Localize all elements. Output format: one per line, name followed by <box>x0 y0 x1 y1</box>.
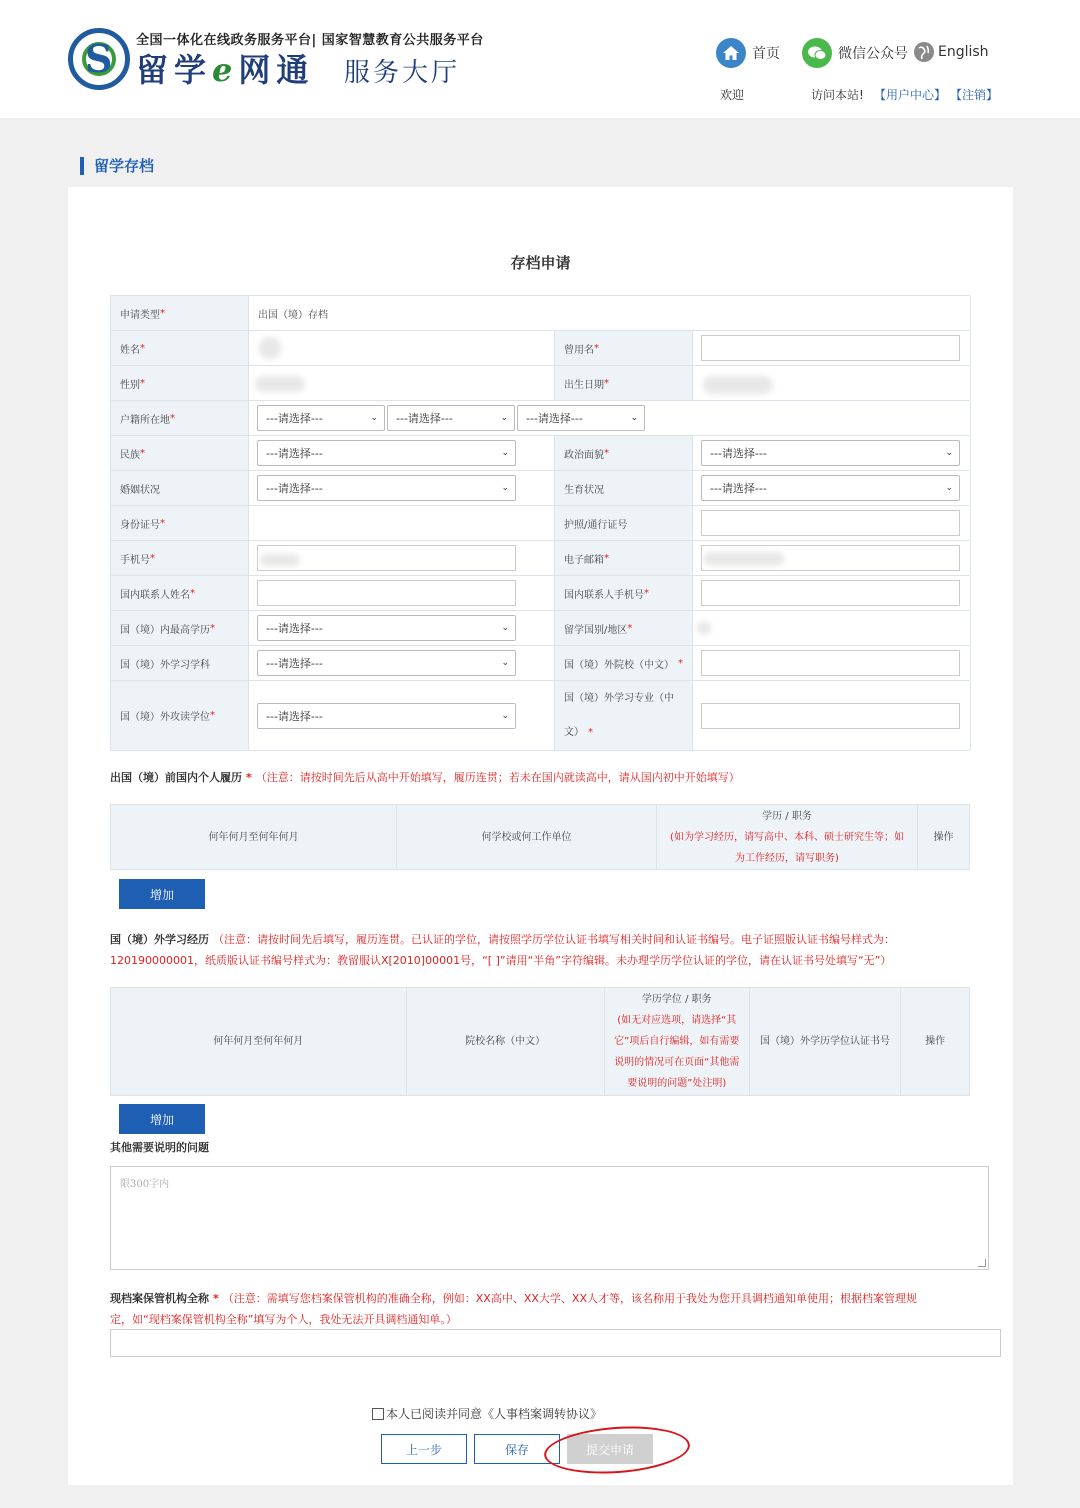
add-resume-button[interactable]: 增加 <box>119 879 205 909</box>
email-label: 电子邮箱 * <box>555 541 693 575</box>
nav-english-link[interactable] <box>914 42 989 62</box>
save-button[interactable]: 保存 <box>474 1434 560 1464</box>
subject-select[interactable]: ---请选择--- ⌄ <box>257 650 516 676</box>
logo-platform-text: 全国一体化在线政务服务平台| 国家智慧教育公共服务平台 <box>136 33 484 48</box>
resume-period-header: 何年何月至何年何月 <box>111 805 397 869</box>
table-row <box>111 401 970 436</box>
mobile-cell <box>249 541 555 575</box>
resume-edu-header: 学历 / 职务 (如为学习经历，请写高中、本科、硕士研究生等；如 为工作经历，请写职务) <box>657 805 918 869</box>
table-row <box>111 576 970 611</box>
fertility-cell <box>693 471 971 505</box>
nav-wechat-link[interactable] <box>802 38 908 68</box>
ethnicity-label: 民族 * <box>111 436 249 470</box>
apply-type-value: 出国（境）存档 <box>249 296 971 330</box>
logo-icon: S <box>68 28 130 90</box>
political-select[interactable]: ---请选择--- ⌄ <box>701 440 960 466</box>
resume-op-header: 操作 <box>933 831 954 843</box>
contact-mobile-cell <box>693 576 971 610</box>
political-cell <box>693 436 971 470</box>
table-row <box>111 471 970 506</box>
contact-name-input[interactable] <box>257 580 516 606</box>
study-country-label: 留学国别/地区 * <box>555 611 693 645</box>
foreign-school-cell <box>693 646 971 680</box>
former-name-label: 曾用名 * <box>555 331 693 365</box>
former-name-input[interactable] <box>701 335 960 361</box>
name-value <box>249 331 555 365</box>
globe-icon <box>914 42 934 62</box>
applicant-info-table <box>110 295 970 751</box>
agreement-row <box>372 1405 602 1422</box>
resume-org-header: 何学校或何工作单位 <box>397 805 657 869</box>
gender-value <box>249 366 555 400</box>
user-center-link[interactable]: 【用户中心】 <box>874 88 947 102</box>
nav-home-label: 首页 <box>752 46 780 62</box>
contact-name-cell <box>249 576 555 610</box>
table-row <box>111 331 970 366</box>
table-row <box>111 506 970 541</box>
name-label: 姓名 * <box>111 331 249 365</box>
mobile-input[interactable] <box>257 545 516 571</box>
fertility-label: 生育状况 <box>555 471 693 505</box>
marital-cell <box>249 471 555 505</box>
submit-button[interactable]: 提交申请 <box>567 1434 653 1464</box>
id-number-value <box>249 506 555 540</box>
table-row <box>111 296 970 331</box>
logout-link[interactable]: 【注销】 <box>950 88 999 102</box>
major-label: 国（境）外学习专业（中 文） * <box>555 681 693 750</box>
email-input[interactable] <box>701 545 960 571</box>
study-section-title: 国（境）外学习经历 （注意：请按时间先后填写，履历连贯。已认证的学位，请按照学历学位认证书填写相关时间和认证书编号。电子证照版认证书编号样式为： 120190000001，纸质版认证书编号样式为：教留服认X[2010]00001号，“[ ]”请用“半角”字符编辑。未办理学历学位认证的学位，请在认证书号处填写“无”） <box>110 933 895 967</box>
table-row <box>111 611 970 646</box>
archive-org-input[interactable] <box>110 1329 1001 1357</box>
major-cell <box>693 681 971 750</box>
add-study-button[interactable]: 增加 <box>119 1104 205 1134</box>
study-table-header <box>110 987 970 1096</box>
nav-wechat-label: 微信公众号 <box>838 46 908 62</box>
passport-cell <box>693 506 971 540</box>
id-number-label: 身份证号 * <box>111 506 249 540</box>
resume-table-header <box>110 804 970 870</box>
email-cell <box>693 541 971 575</box>
district-select[interactable]: ---请选择--- ⌄ <box>517 405 645 431</box>
study-op-header: 操作 <box>925 1036 946 1047</box>
form-card <box>68 187 1013 1485</box>
marital-label: 婚姻状况 <box>111 471 249 505</box>
page-title: 留学存档 <box>80 157 154 175</box>
nav-home-link[interactable] <box>716 38 780 68</box>
archive-org-title: 现档案保管机构全称 * （注意：需填写您档案保管机构的准确全称，例如：XX高中、XX大学、XX人才等，该名称用于我处为您开具调档通知单使用；根据档案管理规 定，如“现档案保管机构全称”填写为个人，我处无法开具调档通知单。） <box>110 1292 917 1326</box>
former-name-cell <box>693 331 971 365</box>
contact-mobile-label: 国内联系人手机号 * <box>555 576 693 610</box>
subject-label: 国（境）外学习学科 <box>111 646 249 680</box>
passport-label: 护照/通行证号 <box>555 506 693 540</box>
political-label: 政治面貌 * <box>555 436 693 470</box>
site-header <box>0 0 1080 118</box>
study-degree-header: 学历学位 / 职务 (如无对应选项，请选择“其 它”项后自行编辑，如有需要 说明的情况可在页面“其他需 要说明的问题”处注明) <box>605 988 750 1095</box>
household-label: 户籍所在地 * <box>111 401 249 435</box>
table-row <box>111 646 970 681</box>
study-country-value <box>693 611 971 645</box>
highest-degree-label: 国（境）内最高学历 * <box>111 611 249 645</box>
study-cert-header: 国（境）外学历学位认证书号 <box>750 988 902 1095</box>
agreement-checkbox[interactable] <box>372 1408 384 1420</box>
fertility-select[interactable]: ---请选择--- ⌄ <box>701 475 960 501</box>
subject-cell <box>249 646 555 680</box>
home-icon <box>716 38 746 68</box>
form-title: 存档申请 <box>510 254 571 272</box>
contact-name-label: 国内联系人姓名 * <box>111 576 249 610</box>
resume-section-title: 出国（境）前国内个人履历 * （注意：请按时间先后从高中开始填写，履历连贯；若未在国内就读高中，请从国内初中开始填写） <box>110 771 740 784</box>
marital-select[interactable]: ---请选择--- ⌄ <box>257 475 516 501</box>
study-period-header: 何年何月至何年何月 <box>111 988 407 1095</box>
degree-select[interactable]: ---请选择--- ⌄ <box>257 703 516 729</box>
study-school-header: 院校名称（中文） <box>407 988 605 1095</box>
birth-date-label: 出生日期 * <box>555 366 693 400</box>
resize-handle-icon[interactable] <box>978 1259 986 1267</box>
table-row <box>111 436 970 471</box>
apply-type-label: 申请类型 * <box>111 296 249 330</box>
other-section-title: 其他需要说明的问题 <box>110 1141 209 1154</box>
degree-cell <box>249 681 555 750</box>
logo-title: 留学e网通 <box>136 51 315 89</box>
gender-label: 性别 * <box>111 366 249 400</box>
welcome-text: 欢迎 <box>720 88 745 102</box>
logo-subtitle: 服务大厅 <box>344 58 461 88</box>
birth-date-value <box>693 366 971 400</box>
major-input[interactable] <box>701 703 960 729</box>
contact-mobile-input[interactable] <box>701 580 960 606</box>
nav-english-label: English <box>938 44 989 60</box>
ethnicity-select[interactable]: ---请选择--- ⌄ <box>257 440 516 466</box>
table-row <box>111 541 970 576</box>
agreement-text: 本人已阅读并同意《人事档案调转协议》 <box>386 1407 603 1421</box>
highest-degree-cell <box>249 611 555 645</box>
foreign-school-input[interactable] <box>701 650 960 676</box>
household-selects <box>249 401 971 435</box>
ethnicity-cell <box>249 436 555 470</box>
degree-label: 国（境）外攻读学位 * <box>111 681 249 750</box>
passport-input[interactable] <box>701 510 960 536</box>
city-select[interactable]: ---请选择--- ⌄ <box>387 405 515 431</box>
visit-text: 访问本站! <box>811 88 864 102</box>
mobile-label: 手机号 * <box>111 541 249 575</box>
highlight-circle <box>543 1422 692 1478</box>
prev-button[interactable]: 上一步 <box>381 1434 467 1464</box>
province-select[interactable]: ---请选择--- ⌄ <box>257 405 385 431</box>
table-row <box>111 366 970 401</box>
foreign-school-label: 国（境）外院校（中文） * <box>555 646 693 680</box>
other-textarea[interactable] <box>110 1166 989 1270</box>
wechat-icon <box>802 38 832 68</box>
other-placeholder: 限300字内 <box>120 1179 170 1190</box>
table-row <box>111 681 970 751</box>
highest-degree-select[interactable]: ---请选择--- ⌄ <box>257 615 516 641</box>
